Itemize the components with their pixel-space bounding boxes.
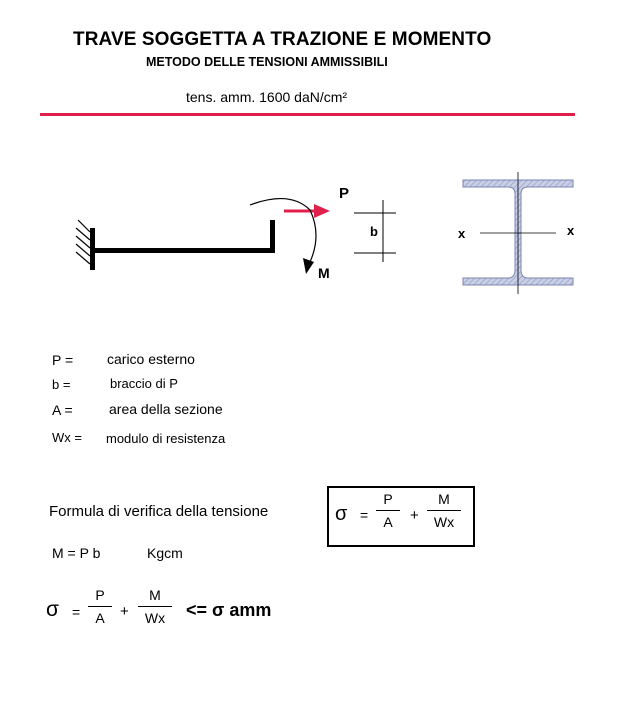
beam-diagram bbox=[0, 0, 631, 330]
legend-desc-wx: modulo di resistenza bbox=[106, 431, 226, 446]
legend-desc-b: braccio di P bbox=[110, 376, 178, 391]
force-label: P bbox=[339, 185, 350, 202]
axis-label-left: x bbox=[458, 226, 466, 241]
fraction-bar bbox=[138, 606, 172, 607]
arm-label: b bbox=[370, 224, 378, 239]
num-m: M bbox=[149, 587, 161, 603]
box-sigma: σ bbox=[335, 503, 348, 525]
box-fraction-bar bbox=[427, 510, 461, 511]
allowable-stress: tens. amm. 1600 daN/cm² bbox=[186, 89, 348, 105]
box-plus: + bbox=[410, 507, 419, 524]
allowable-condition: <= σ amm bbox=[186, 600, 272, 620]
fraction-p-a bbox=[88, 587, 112, 626]
den-a: A bbox=[95, 610, 105, 627]
den-wx: Wx bbox=[144, 610, 166, 627]
fraction-bar bbox=[88, 606, 112, 607]
fraction-m-wx bbox=[138, 587, 172, 626]
box-fraction-p-a bbox=[376, 491, 400, 530]
formula-title: Formula di verifica della tensione bbox=[49, 503, 269, 520]
page-subtitle: METODO DELLE TENSIONI AMMISSIBILI bbox=[146, 55, 388, 69]
plus-sign: + bbox=[120, 603, 129, 620]
legend-desc-a: area della sezione bbox=[109, 401, 223, 417]
box-equals: = bbox=[360, 507, 369, 523]
sigma-symbol: σ bbox=[46, 598, 59, 621]
page-title: TRAVE SOGGETTA A TRAZIONE E MOMENTO bbox=[73, 29, 492, 50]
box-fraction-bar bbox=[376, 510, 400, 511]
force-arrow bbox=[284, 204, 330, 218]
legend-symbol-b: b = bbox=[52, 377, 71, 392]
cantilever-beam bbox=[94, 220, 275, 253]
num-p: P bbox=[95, 587, 105, 603]
moment-label: M bbox=[318, 265, 330, 281]
box-num-p: P bbox=[383, 491, 393, 507]
legend-symbol-p: P = bbox=[52, 352, 74, 368]
box-fraction-m-wx bbox=[427, 491, 461, 530]
box-den-wx: Wx bbox=[433, 514, 455, 531]
equals-sign: = bbox=[72, 604, 81, 620]
box-den-a: A bbox=[383, 514, 393, 531]
i-beam-section bbox=[463, 172, 573, 294]
axis-label-right: x bbox=[567, 223, 575, 238]
legend-desc-p: carico esterno bbox=[107, 351, 195, 367]
legend-symbol-a: A = bbox=[52, 402, 73, 418]
moment-definition: M = P b bbox=[52, 545, 101, 561]
fixed-support bbox=[76, 220, 95, 270]
moment-unit: Kgcm bbox=[147, 545, 183, 561]
box-num-m: M bbox=[438, 491, 450, 507]
legend-symbol-wx: Wx = bbox=[52, 430, 82, 445]
